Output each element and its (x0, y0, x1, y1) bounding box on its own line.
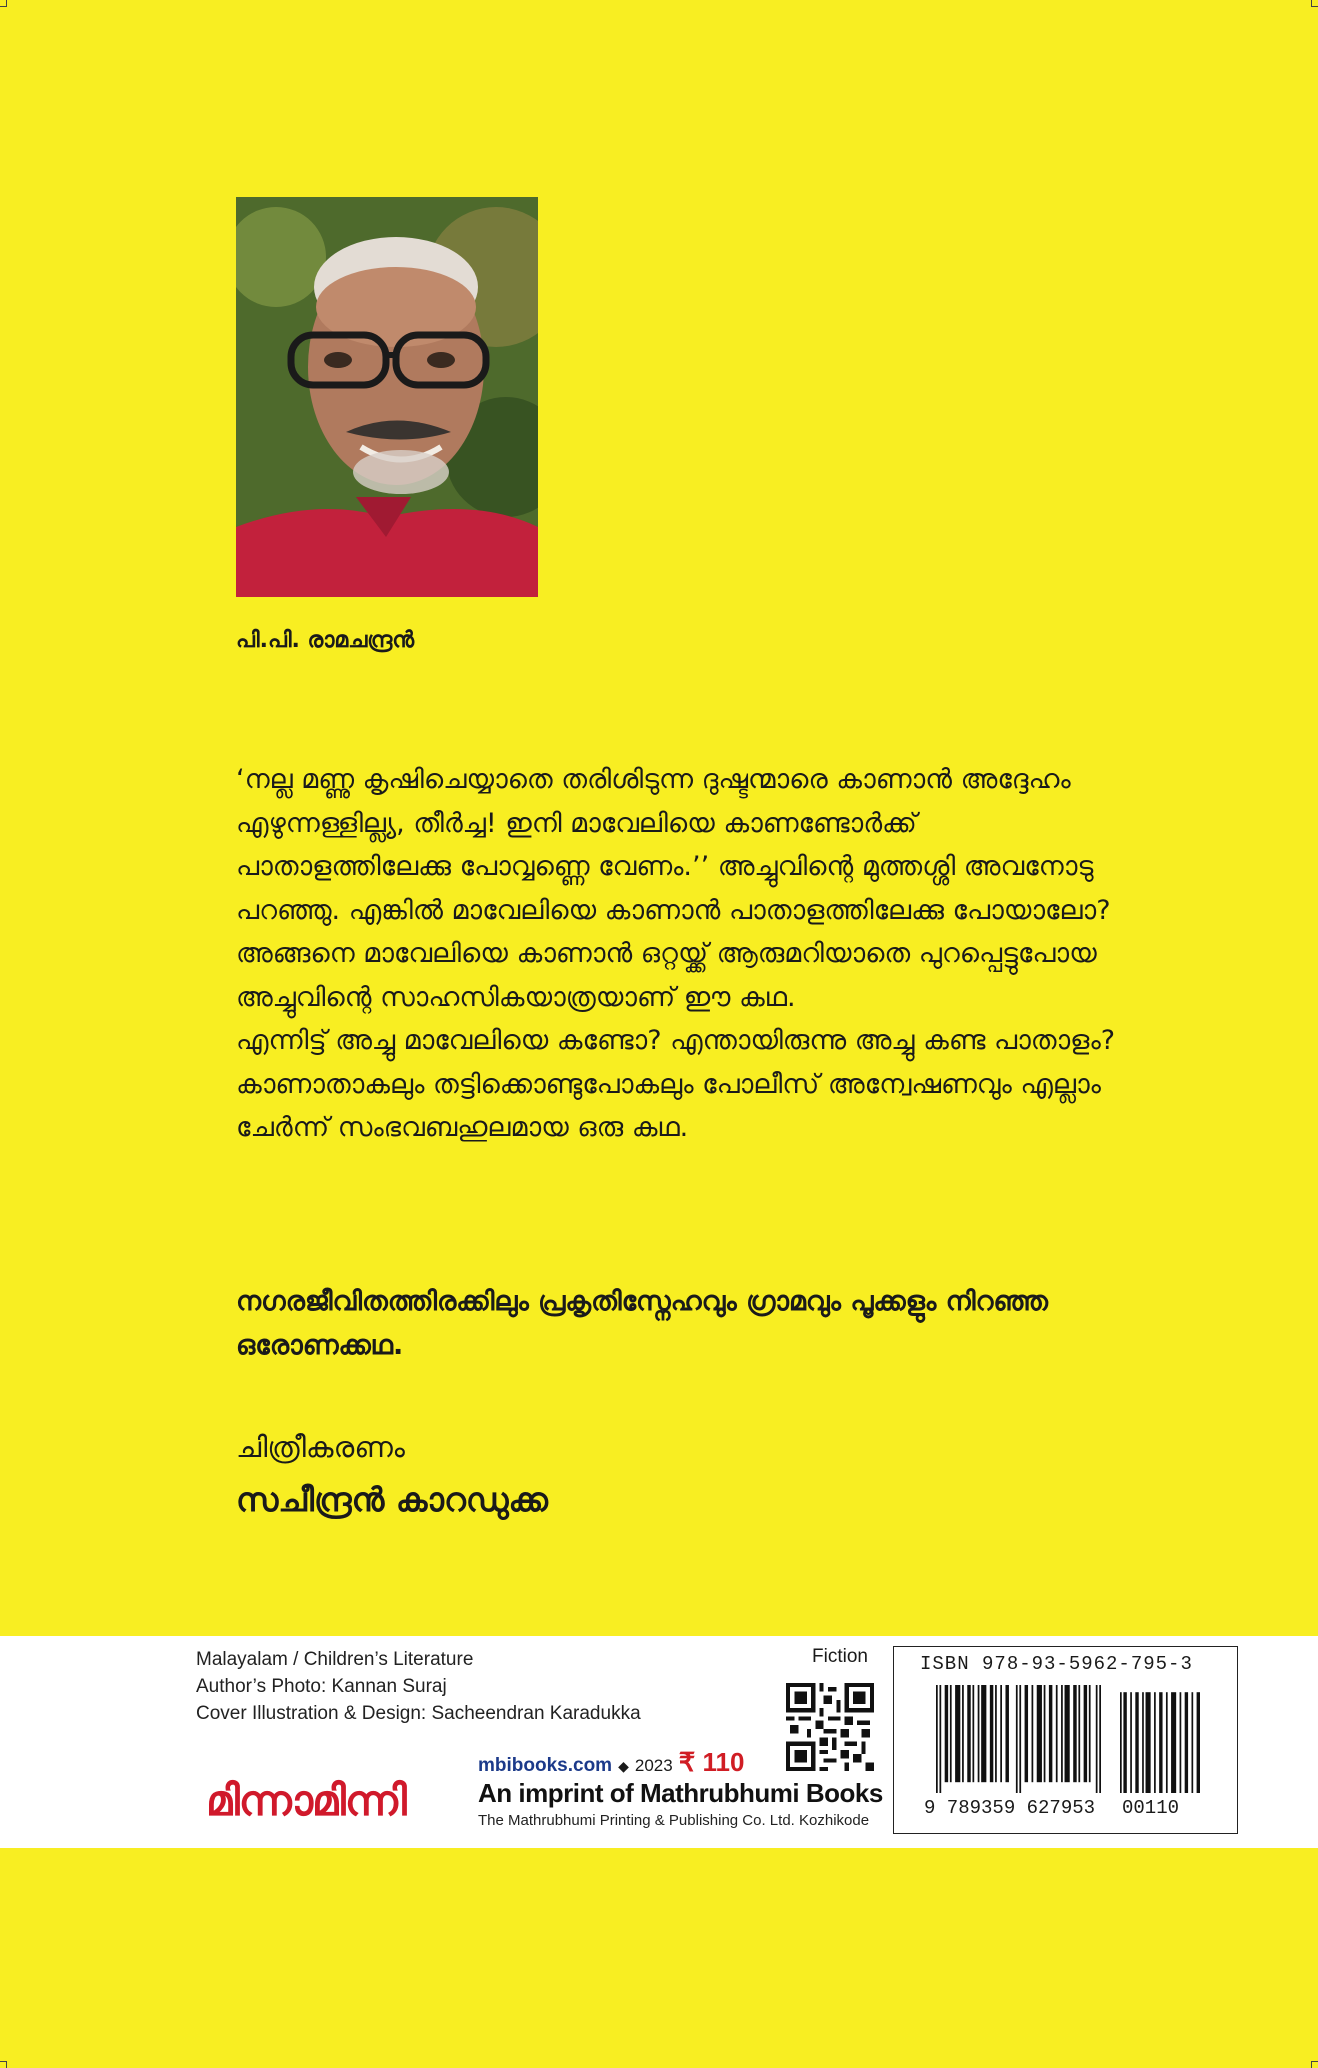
blurb-tagline: നഗരജീവിതത്തിരക്കിലും പ്രകൃതിസ്നേഹവും ഗ്രാമവും പൂക്കളും നിറഞ്ഞ ഒരോണക്കഥ. (236, 1286, 1048, 1361)
illustration-label: ചിത്രീകരണം (236, 1430, 405, 1464)
book-price: ₹ 110 (678, 1747, 745, 1777)
category-label: Malayalam / Children’s Literature (196, 1649, 474, 1670)
imprint-logo: മിന്നാമിന്നി (206, 1776, 406, 1825)
crop-mark (0, 2061, 7, 2068)
publisher-name: The Mathrubhumi Printing & Publishing Co. Ltd. Kozhikode (478, 1812, 870, 1829)
barcode-icon (936, 1685, 1101, 1793)
barcode-addon-digits: 00110 (1122, 1797, 1180, 1819)
photo-credit: Author’s Photo: Kannan Suraj (196, 1676, 447, 1697)
qr-code-icon (786, 1683, 874, 1771)
crop-mark (1311, 0, 1318, 7)
illustrator-name: സചീന്ദ്രൻ കാറഡുക്ക (236, 1480, 548, 1519)
author-name: പി.പി. രാമചന്ദ്രൻ (236, 628, 415, 653)
genre-label: Fiction (812, 1646, 868, 1667)
addon-barcode-icon (1120, 1685, 1200, 1793)
book-meta (196, 1646, 641, 1727)
website-link[interactable]: mbibooks.com (478, 1755, 613, 1776)
crop-mark (1311, 2061, 1318, 2068)
design-credit: Cover Illustration & Design: Sacheendran Karadukka (196, 1703, 641, 1724)
price-line (478, 1747, 744, 1778)
blurb-paragraph: ‘നല്ല മണ്ണു കൃഷിചെയ്യാതെ തരിശിടുന്ന ദുഷ്ടന്മാരെ കാണാൻ അദ്ദേഹം എഴുന്നള്ളില്ല്യ, തീർച്ച! ഇനി മാവേലിയെ കാണണ്ടോർക്ക് പാതാളത്തിലേക്കു പോവ്വണ്ണെ വേണം.’’ അച്ചുവിന്റെ മുത്തശ്ശി അവനോടു പറഞ്ഞു. എങ്കിൽ മാവേലിയെ കാണാൻ പാതാളത്തിലേക്കു പോയാലോ? അങ്ങനെ മാവേലിയെ കാണാൻ ഒറ്റയ്ക്ക് ആരുമറിയാതെ പുറപ്പെട്ടുപോയ അച്ചുവിന്റെ സാഹസികയാത്രയാണ് ഈ കഥ. (236, 764, 1111, 1013)
blurb-paragraph: എന്നിട്ട് അച്ചു മാവേലിയെ കണ്ടോ? എന്തായിരുന്നു അച്ചു കണ്ട പാതാളം? കാണാതാകലും തട്ടിക്കൊണ്ടുപോകലും പോലീസ് അന്വേഷണവും എല്ലാം ചേർന്ന് സംഭവബഹുലമായ ഒരു കഥ. (236, 1025, 1116, 1143)
diamond-icon: ◆ (618, 1758, 629, 1774)
isbn-barcode (893, 1646, 1238, 1834)
publication-year: 2023 (634, 1756, 673, 1775)
imprint-text: An imprint of Mathrubhumi Books (478, 1778, 883, 1808)
crop-mark (0, 0, 7, 7)
isbn-number: ISBN 978-93-5962-795-3 (920, 1653, 1193, 1675)
author-photo (236, 197, 538, 597)
blurb-text (236, 758, 1116, 1150)
author-portrait-image (236, 197, 538, 597)
barcode-digits: 9 789359 627953 (924, 1797, 1096, 1819)
